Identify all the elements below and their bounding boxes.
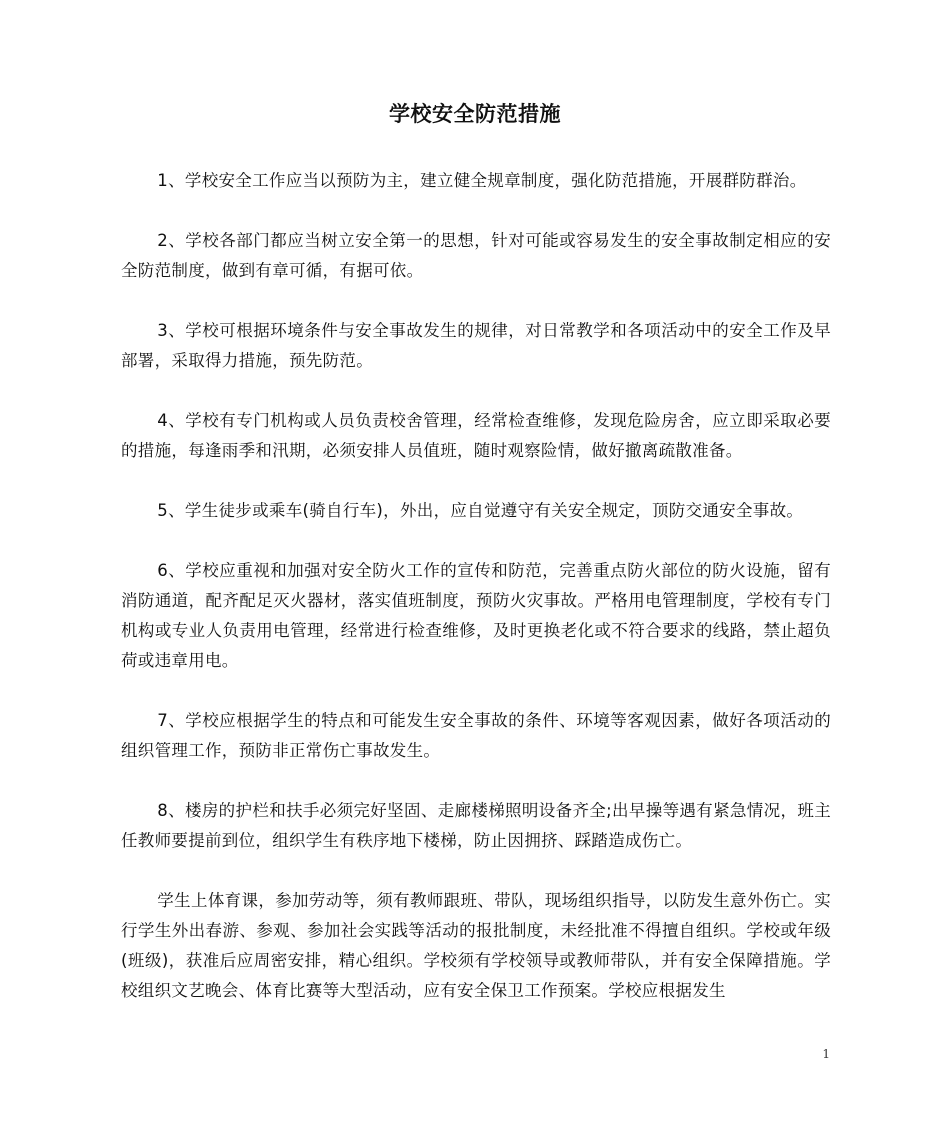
paragraph-5: 5、学生徒步或乘车(骑自行车)，外出，应自觉遵守有关安全规定，顶防交通安全事故。 (157, 501, 804, 520)
paragraph-9: 学生上体育课，参加劳动等，须有教师跟班、带队，现场组织指导，以防发生意外伤亡。实行学生外出春游、参观、参加社会实践等活动的报批制度，未经批准不得擅自组织。学校或年级(班级)，获准后应周密安排，精心组织。学校须有学校领导或教师带队，并有安全保障措施。学校组织文艺晚会、体育比赛等大型活动，应有安全保卫工作预案。学校应根据发生 (121, 891, 831, 1000)
document-title: 学校安全防范措施 (389, 102, 561, 126)
page-number: 1 (822, 1047, 830, 1061)
paragraph-4: 4、学校有专门机构或人员负责校舍管理，经常检查维修，发现危险房舍，应立即采取必要的措施，每逢雨季和汛期，必须安排人员值班，随时观察险情，做好撤离疏散准备。 (121, 411, 831, 460)
paragraph-3: 3、学校可根据环境条件与安全事故发生的规律，对日常教学和各项活动中的安全工作及早部署，采取得力措施，预先防范。 (121, 321, 831, 370)
paragraph-6: 6、学校应重视和加强对安全防火工作的宣传和防范，完善重点防火部位的防火设施，留有消防通道，配齐配足灭火器材，落实值班制度，预防火灾事故。严格用电管理制度，学校有专门机构或专业人负责用电管理，经常进行检查维修，及时更换老化或不符合要求的线路，禁止超负荷或违章用电。 (121, 561, 831, 670)
paragraph-8: 8、楼房的护栏和扶手必须完好坚固、走廊楼梯照明设备齐全;出早操等遇有紧急情况，班主任教师要提前到位，组织学生有秩序地下楼梯，防止因拥挤、踩踏造成伤亡。 (121, 801, 831, 850)
document-body (121, 166, 831, 1006)
paragraph-2: 2、学校各部门都应当树立安全第一的思想，针对可能或容易发生的安全事故制定相应的安全防范制度，做到有章可循，有据可依。 (121, 231, 831, 280)
paragraph-7: 7、学校应根据学生的特点和可能发生安全事故的条件、环境等客观因素，做好各项活动的组织管理工作，预防非正常伤亡事故发生。 (121, 711, 831, 760)
paragraph-1: 1、学校安全工作应当以预防为主，建立健全规章制度，强化防范措施，开展群防群治。 (157, 171, 807, 190)
